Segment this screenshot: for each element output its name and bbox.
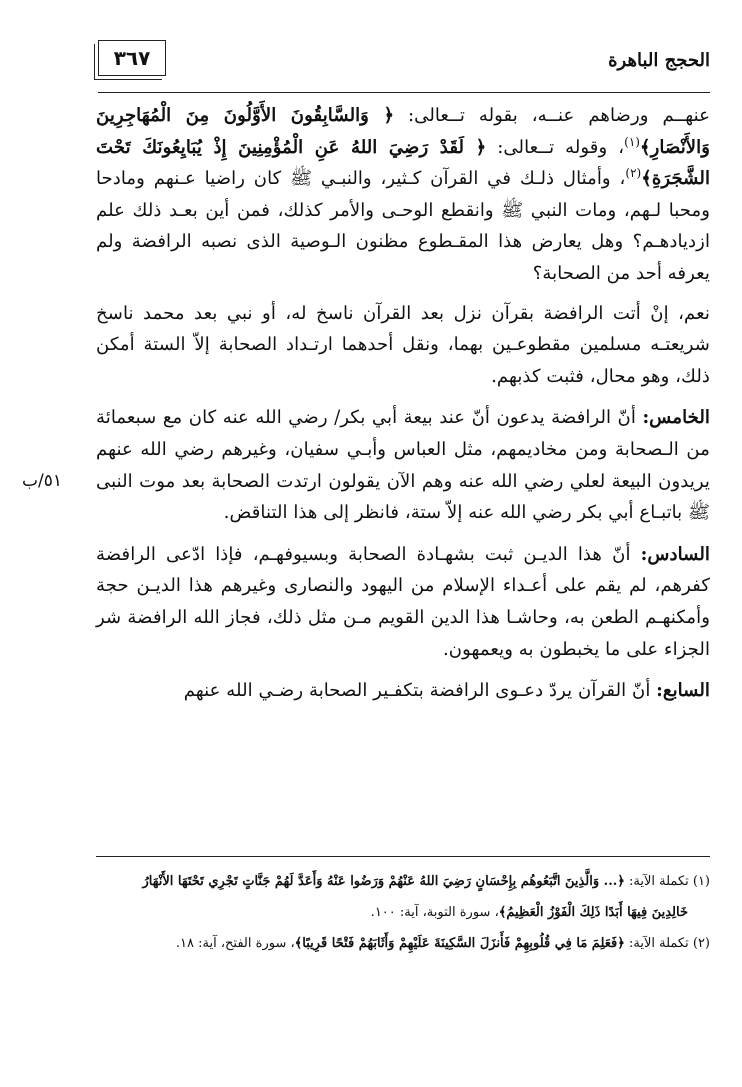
footnote-1-ref: ، سورة التوبة، آية: ١٠٠. <box>370 905 499 920</box>
p5-text: أنّ القرآن يردّ دعـوى الرافضة بتكفـير الصحابة رضـي الله عنهم <box>183 680 657 702</box>
footnote-2-verse: ﴿فَعَلِمَ مَا فِي قُلُوبِهِمْ فَأَنزَلَ السَّكِينَةَ عَلَيْهِمْ وَأَثَابَهُمْ فَتْحًا قَرِيبًا﴾ <box>294 936 625 951</box>
p1-text-c: ، وأمثال ذلـك في القرآن كـثير، والنبـي ﷺ كان راضيا عـنهم ومادحا ومحبا لـهم، ومات النبي ﷺ وانقطع الوحـى والأمر كذلك، فمن أين بعـد ذلك علم ازديادهـم؟ وهل يعارض هذا المقـطوع مظنون الـوصية الذى نصبه الرافضة ولم يعرفه أحد من الصحابة؟ <box>96 168 710 284</box>
footnote-2 <box>96 928 710 959</box>
p1-text-a: عنهــم ورضاهم عنــه، بقوله تــعالى: <box>394 105 710 126</box>
heading-seventh: السابع: <box>656 680 710 702</box>
p4-text: أنّ هذا الديـن ثبت بشهـادة الصحابة وبسيوفهـم، فإذا ادّعى الرافضة كفرهم، لم يقم على أعـداء الإسلام من اليهود والنصارى وغيرهم هذا الديـن حجة وأمكنهـم الطعن به، وحاشـا هذا الدين القويم مـن مثل ذلك، فجاز الله الرافضة شر الجزاء على ما يخبطون به ويعمهون. <box>96 543 710 660</box>
footnote-1 <box>96 866 710 897</box>
paragraph-4 <box>96 539 710 665</box>
footnote-1-verse-a: ﴿... وَالَّذِينَ اتَّبَعُوهُم بِإِحْسَانٍ رَضِيَ اللهُ عَنْهُمْ وَرَضُوا عَنْهُ وَأَعَدَّ لَهُمْ جَنَّاتٍ تَجْرِي تَحْتَهَا الأَنْهَارُ <box>142 874 625 889</box>
paragraph-3 <box>96 402 710 528</box>
footnote-rule <box>96 856 710 857</box>
header-rule <box>98 92 710 93</box>
footnote-1-verse-b: خَالِدِينَ فِيهَا أَبَدًا ذَلِكَ الْفَوْزُ الْعَظِيمُ﴾ <box>498 905 688 920</box>
main-text <box>96 100 710 717</box>
heading-sixth: السادس: <box>640 543 710 565</box>
quran-verse-1: ﴿ وَالسَّابِقُونَ الأَوَّلُونَ مِنَ الْمُهَاجِرِينَ وَالأَنْصَارِ﴾ <box>96 105 710 158</box>
footnote-2-prefix: (٢) تكملة الآية: <box>624 936 710 951</box>
footnote-ref-1: (١) <box>624 134 640 149</box>
page-number: ٣٦٧ <box>98 40 166 76</box>
footnote-1-continued <box>96 897 710 928</box>
running-title: الحجج الباهرة <box>608 50 710 71</box>
footnote-ref-2: (٢) <box>625 166 642 181</box>
page-header <box>90 36 710 96</box>
footnote-1-prefix: (١) تكملة الآية: <box>624 874 710 889</box>
heading-fifth: الخامس: <box>642 407 710 429</box>
paragraph-1 <box>96 100 710 290</box>
manuscript-folio-note: ٥١/ب <box>22 471 62 491</box>
footnotes <box>96 866 710 959</box>
paragraph-5 <box>96 675 710 707</box>
paragraph-2: نعم، إنْ أتت الرافضة بقرآن نزل بعد القرآن ناسخ له، أو نبي بعد محمد ناسخ شريعتـه مسلمين مقطوعـين بهما، ونقل أحدهما ارتـداد الصحابة إلاّ الستة أمكن ذلك، وهو محال، فثبت كذبهم. <box>96 302 710 387</box>
p1-text-b: ، وقوله تــعالى: <box>486 136 625 158</box>
quran-verse-2: ﴿ لَقَدْ رَضِيَ اللهُ عَنِ الْمُؤْمِنِينَ إِذْ يُبَايِعُونَكَ تَحْتَ الشَّجَرَةِ﴾ <box>96 136 710 190</box>
footnote-2-ref: ، سورة الفتح، آية: ١٨. <box>175 936 295 951</box>
p3-text: أنّ الرافضة يدعون أنّ عند بيعة أبي بكر/ رضي الله عنه كان مع سبعمائة من الـصحابة ومن مخاديمهم، مثل العباس وأبـي سفيان، وغيرهم رضي الله عنهم يريدون البيعة لعلي رضي الله عنه وهم الآن يقولون ارتدت الصحابة بعد موت النبى ﷺ باتبـاع أبي بكر رضي الله عنه إلاّ ستة، فانظر إلى هذا التناقض. <box>96 407 710 524</box>
